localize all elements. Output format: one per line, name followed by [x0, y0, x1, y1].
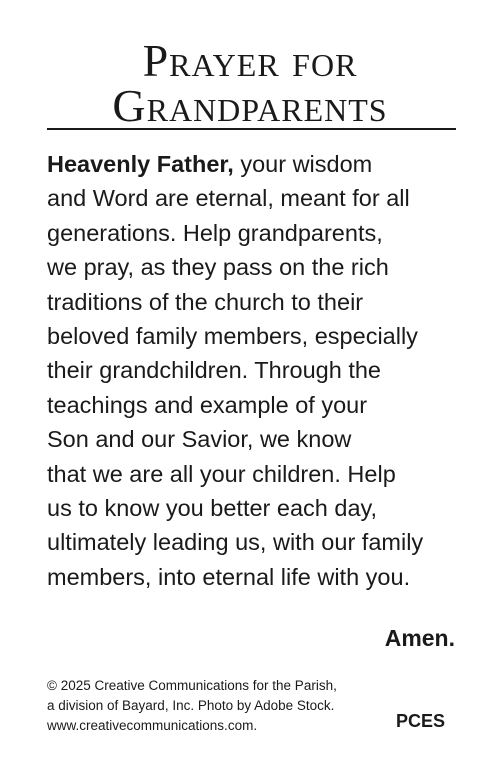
- prayer-closing: Amen.: [384, 625, 455, 651]
- title-line-2: Grandparents: [112, 80, 388, 131]
- copyright-line: a division of Bayard, Inc. Photo by Adobe Stock.: [47, 698, 335, 713]
- prayer-line: generations. Help grandparents,: [47, 219, 383, 246]
- prayer-line: members, into eternal life with you.: [47, 563, 411, 590]
- prayer-line: beloved family members, especially: [47, 323, 418, 350]
- prayer-line-rest: your wisdom: [233, 151, 373, 177]
- title-line-1: Prayer for: [142, 35, 358, 86]
- prayer-line: teachings and example of your: [47, 391, 368, 418]
- prayer-opening: Heavenly Father,: [47, 151, 234, 177]
- website-text: www.creativecommunications.com.: [47, 718, 258, 733]
- copyright-footer: [47, 676, 407, 736]
- prayer-line: and Word are eternal, meant for all: [47, 185, 410, 212]
- prayer-line: [47, 147, 477, 181]
- prayer-line: ultimately leading us, with our family: [47, 529, 424, 556]
- prayer-line: that we are all your children. Help: [47, 460, 396, 487]
- title-divider: [47, 128, 456, 130]
- prayer-text: [47, 147, 477, 594]
- prayer-line: their grandchildren. Through the: [47, 357, 382, 384]
- prayer-line: traditions of the church to their: [47, 288, 364, 315]
- prayer-line: Son and our Savior, we know: [47, 426, 352, 453]
- product-code: PCES: [395, 711, 445, 731]
- prayer-line: we pray, as they pass on the rich: [47, 254, 389, 281]
- copyright-line: © 2025 Creative Communications for the Parish,: [47, 678, 337, 693]
- prayer-line: us to know you better each day,: [47, 495, 378, 522]
